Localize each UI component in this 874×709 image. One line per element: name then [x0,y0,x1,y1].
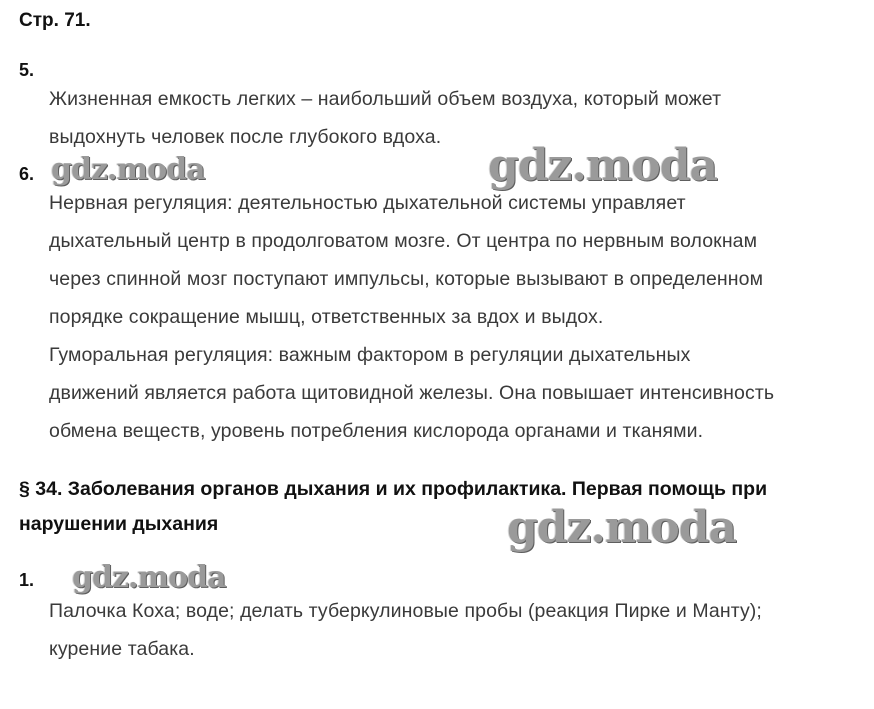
item-text-line: курение табака. [49,638,195,660]
item-text-line: движений является работа щитовидной железы. Она повышает интенсивность [49,382,775,404]
item-text-line: дыхательный центр в продолговатом мозге. От центра по нервным волокнам [49,230,758,252]
item-number: 1. [19,570,35,590]
item-number: 5. [19,60,35,80]
item-text-line: через спинной мозг поступают импульсы, которые вызывают в определенном [49,268,764,290]
section-title-line: нарушении дыхания [19,513,219,535]
item-text-line: Гуморальная регуляция: важным фактором в регуляции дыхательных [49,344,691,366]
watermark: gdz.moda [51,152,205,187]
item-text-line: Жизненная емкость легких – наибольший объем воздуха, который может [49,88,722,110]
watermark: gdz.moda [488,140,718,191]
section-title-line: § 34. Заболевания органов дыхания и их профилактика. Первая помощь при [19,478,768,500]
item-text-line: выдохнуть человек после глубокого вдоха. [49,126,442,148]
item-text-line: порядке сокращение мышц, ответственных за вдох и выдох. [49,306,604,328]
page-header: Стр. 71. [19,10,91,31]
item-number: 6. [19,164,35,184]
item-text-line: Нервная регуляция: деятельностью дыхательной системы управляет [49,192,686,214]
item-text-line: обмена веществ, уровень потребления кислорода органами и тканями. [49,420,704,442]
watermark: gdz.moda [507,502,737,553]
item-text-line: Палочка Коха; воде; делать туберкулиновые пробы (реакция Пирке и Манту); [49,600,762,622]
watermark: gdz.moda [72,560,226,595]
